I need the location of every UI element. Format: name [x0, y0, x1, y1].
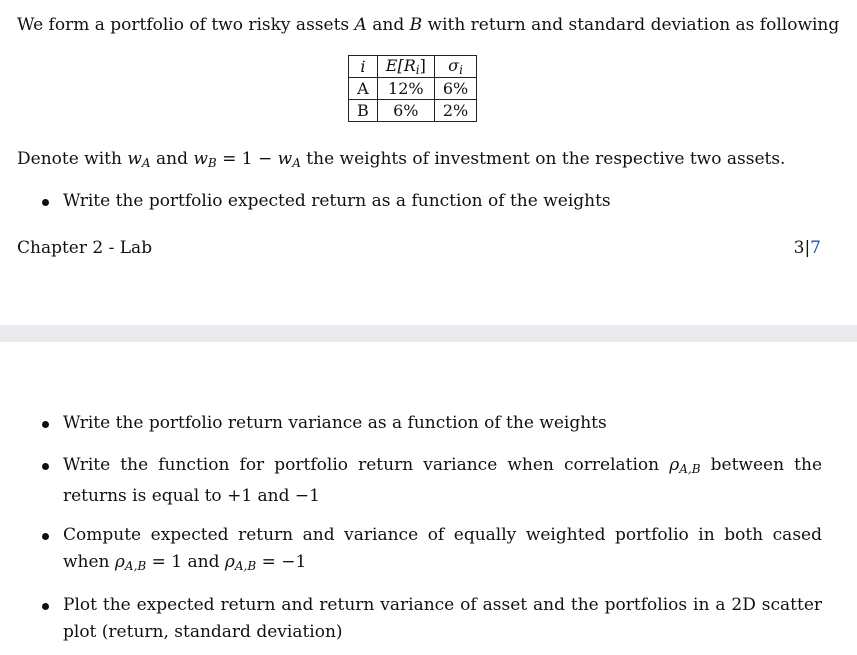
list-item: Write the portfolio expected return as a function of the weights — [42, 188, 822, 215]
intro-paragraph — [17, 15, 839, 35]
denote-paragraph: Denote with $w_A$ and $w_B = 1 - w_A$ the weights of investment on the respective two assets. — [17, 149, 786, 170]
intro-text-2: with return and standard deviation as following — [422, 15, 840, 35]
slide-page-3 — [0, 0, 857, 325]
intro-and: and — [366, 15, 410, 35]
table-row — [349, 78, 477, 100]
bullet-icon — [42, 463, 49, 470]
header-i: i — [349, 56, 378, 78]
page-total-link[interactable]: 7 — [810, 238, 821, 258]
bullet-icon — [42, 603, 49, 610]
header-sigma: $\sigma_i$ — [434, 56, 476, 78]
list-item: Write the portfolio return variance as a function of the weights — [42, 410, 822, 437]
bullet-icon — [42, 421, 49, 428]
table-header-row — [349, 56, 477, 78]
asset-name: A — [349, 78, 378, 100]
page-number: 3|7 — [793, 238, 821, 258]
list-item: Plot the expected return and return variance of asset and the portfolios in a 2D scatter plot (return, standard deviation) — [42, 592, 822, 646]
table-row — [349, 100, 477, 122]
assets-table — [348, 55, 477, 122]
asset-name: B — [349, 100, 378, 122]
slide-page-4 — [0, 342, 857, 655]
asset-sigma: 6% — [434, 78, 476, 100]
var-a: A — [354, 15, 367, 35]
footer-chapter: Chapter 2 - Lab — [17, 238, 153, 258]
page-divider — [0, 325, 857, 342]
list-item: Compute expected return and variance of equally weighted portfolio in both cased when $\rho_{A,B} = 1$ and $\rho_{A,B} = -1$ — [42, 522, 822, 580]
asset-return: 6% — [377, 100, 434, 122]
var-b: B — [409, 15, 423, 35]
asset-sigma: 2% — [434, 100, 476, 122]
list-item: Write the function for portfolio return variance when correlation $\rho_{A,B}$ between the returns is equal to +1 and −1 — [42, 452, 822, 510]
bullet-icon — [42, 533, 49, 540]
header-expected-return: $E[R_i]$ — [377, 56, 434, 78]
asset-return: 12% — [377, 78, 434, 100]
intro-text-1: We form a portfolio of two risky assets — [17, 15, 355, 35]
bullet-icon — [42, 199, 49, 206]
